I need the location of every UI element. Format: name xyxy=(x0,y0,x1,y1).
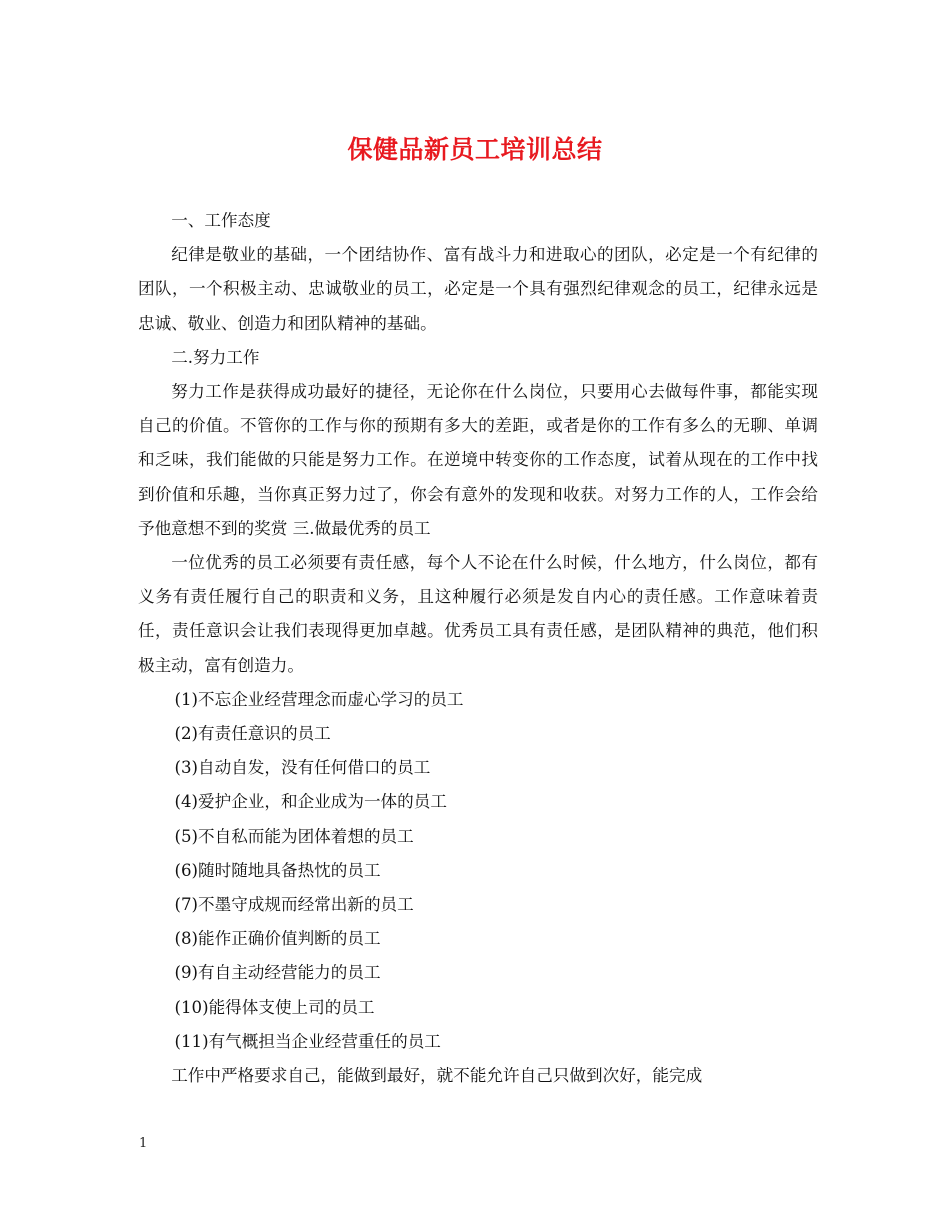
list-item: (6)随时随地具备热忱的员工 xyxy=(174,860,381,880)
list-item: (5)不自私而能为团体着想的员工 xyxy=(174,826,414,846)
list-item: (1)不忘企业经营理念而虚心学习的员工 xyxy=(174,689,464,709)
list-item: (7)不墨守成规而经常出新的员工 xyxy=(174,895,414,915)
list-item: (8)能作正确价值判断的员工 xyxy=(174,929,381,949)
document-title: 保健品新员工培训总结 xyxy=(347,135,603,164)
paragraph-work-hard: 努力工作是获得成功最好的捷径，无论你在什么岗位，只要用心去做每件事，都能实现自己的价值。不管你的工作与你的预期有多大的差距，或者是你的工作有多么的无聊、单调和乏味，我们能做的只能是努力工作。在逆境中转变你的工作态度，试着从现在的工作中找到价值和乐趣，当你真正努力过了，你会有意外的发现和收获。对努力工作的人，工作会给予他意想不到的奖赏 三.做最优秀的员工 xyxy=(138,382,818,538)
list-item: (9)有自主动经营能力的员工 xyxy=(174,963,381,983)
section-heading-work-attitude: 一、工作态度 xyxy=(171,211,271,230)
document-body xyxy=(138,204,818,1093)
list-item: (11)有气概担当企业经营重任的员工 xyxy=(174,1031,441,1051)
page-number: 1 xyxy=(139,1136,148,1151)
paragraph-excellent-employee: 一位优秀的员工必须要有责任感，每个人不论在什么时候，什么地方，什么岗位，都有义务有责任履行自己的职责和义务，且这种履行必须是发自内心的责任感。工作意味着责任，责任意识会让我们表现得更加卓越。优秀员工具有责任感，是团队精神的典范，他们积极主动，富有创造力。 xyxy=(138,553,818,675)
list-item: (2)有责任意识的员工 xyxy=(174,724,331,744)
list-item: (3)自动自发，没有任何借口的员工 xyxy=(174,758,431,778)
list-item: (10)能得体支使上司的员工 xyxy=(174,997,375,1017)
list-item: (4)爱护企业，和企业成为一体的员工 xyxy=(174,792,447,812)
section-heading-work-hard: 二.努力工作 xyxy=(171,347,260,367)
paragraph-strict-requirements: 工作中严格要求自己，能做到最好，就不能允许自己只做到次好，能完成 xyxy=(171,1066,703,1086)
paragraph-discipline: 纪律是敬业的基础，一个团结协作、富有战斗力和进取心的团队，必定是一个有纪律的团队，一个积极主动、忠诚敬业的员工，必定是一个具有强烈纪律观念的员工，纪律永远是忠诚、敬业、创造力和团队精神的基础。 xyxy=(138,245,818,333)
